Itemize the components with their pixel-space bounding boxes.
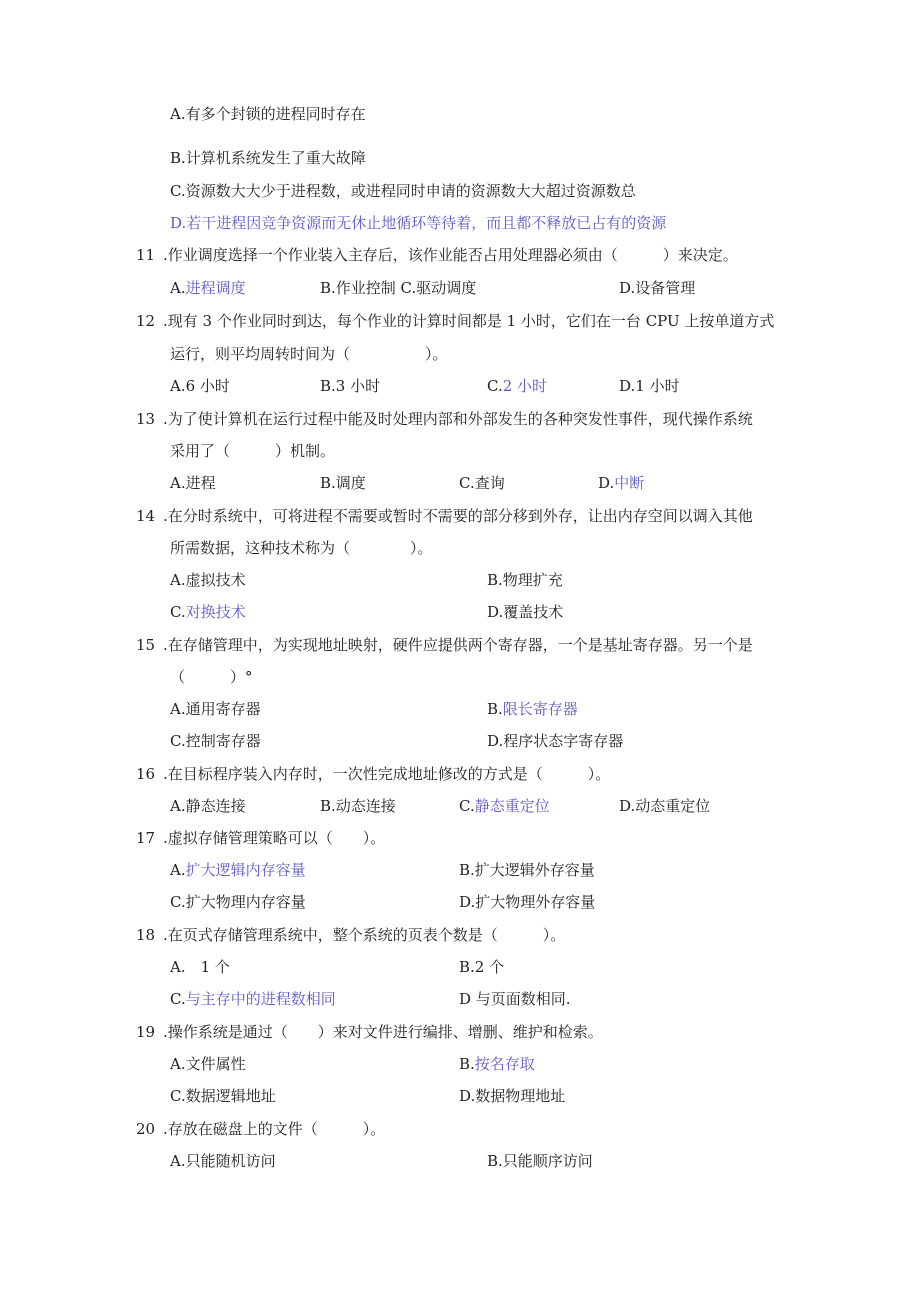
q15-option-a: A.通用寄存器 bbox=[170, 700, 261, 718]
q16-option-d: D.动态重定位 bbox=[619, 797, 711, 815]
q12-option-c bbox=[487, 376, 547, 396]
q15-option-b bbox=[487, 699, 578, 719]
q16-option-a: A.静态连接 bbox=[170, 797, 246, 815]
q16-stem: .在目标程序装入内存时，一次性完成地址修改的方式是（ ）。 bbox=[163, 765, 611, 783]
q13-option-d-prefix: D. bbox=[598, 474, 615, 492]
q14-stem-line2: 所需数据，这种技术称为（ ）。 bbox=[170, 539, 433, 557]
q12-stem-line1: .现有 3 个作业同时到达，每个作业的计算时间都是 1 小时，它们在一台 CPU 上按单道方式 bbox=[163, 312, 775, 330]
q18-option-c-prefix: C. bbox=[170, 990, 186, 1008]
q17-option-d: D.扩大物理外存容量 bbox=[459, 893, 596, 911]
q14-option-d: D.覆盖技术 bbox=[487, 603, 564, 621]
q16-option-c-prefix: C. bbox=[459, 797, 475, 815]
q14-number: 14 bbox=[136, 507, 156, 525]
q20-stem: .存放在磁盘上的文件（ ）。 bbox=[163, 1120, 386, 1138]
q17-answer: 扩大逻辑内存容量 bbox=[185, 861, 306, 879]
q18-option-b: B.2 个 bbox=[459, 958, 505, 976]
q19-option-b-prefix: B. bbox=[459, 1055, 475, 1073]
q18-stem: .在页式存储管理系统中，整个系统的页表个数是（ ）。 bbox=[163, 926, 566, 944]
q18-option-c bbox=[170, 989, 336, 1009]
q20-number: 20 bbox=[136, 1120, 156, 1138]
q12-option-a: A.6 小时 bbox=[170, 377, 230, 395]
q20-option-a: A.只能随机访问 bbox=[170, 1152, 276, 1170]
q13-number: 13 bbox=[136, 410, 156, 428]
q13-option-c: C.查询 bbox=[459, 474, 505, 492]
q17-number: 17 bbox=[136, 829, 156, 847]
q14-option-b: B.物理扩充 bbox=[487, 571, 563, 589]
q15-answer: 限长寄存器 bbox=[502, 700, 578, 718]
q16-number: 16 bbox=[136, 765, 156, 783]
q11-option-bc: B.作业控制 C.驱动调度 bbox=[320, 279, 477, 297]
q17-option-a-prefix: A. bbox=[170, 861, 186, 879]
q18-option-a: A. 1 个 bbox=[170, 958, 230, 976]
q12-option-b: B.3 小时 bbox=[320, 377, 381, 395]
q10-answer: 若干进程因竞争资源而无休止地循环等待着，而且都不释放已占有的资源 bbox=[186, 214, 667, 232]
q11-option-d: D.设备管理 bbox=[619, 279, 696, 297]
q14-option-c bbox=[170, 602, 246, 622]
q15-number: 15 bbox=[136, 636, 156, 654]
q20-option-b: B.只能顺序访问 bbox=[487, 1152, 593, 1170]
q12-option-d: D.1 小时 bbox=[619, 377, 680, 395]
q16-answer: 静态重定位 bbox=[474, 797, 550, 815]
q16-option-b: B.动态连接 bbox=[320, 797, 396, 815]
q12-number: 12 bbox=[136, 312, 156, 330]
q15-stem-line1: .在存储管理中，为实现地址映射，硬件应提供两个寄存器，一个是基址寄存器。另一个是 bbox=[163, 636, 753, 654]
q17-stem: .虚拟存储管理策略可以（ ）。 bbox=[163, 829, 386, 847]
q12-answer: 2 小时 bbox=[502, 377, 548, 395]
q18-answer: 与主存中的进程数相同 bbox=[185, 990, 336, 1008]
q17-option-c: C.扩大物理内存容量 bbox=[170, 893, 306, 911]
q10-option-d-prefix: D. bbox=[170, 214, 187, 232]
q10-option-a: A.有多个封锁的进程同时存在 bbox=[170, 105, 366, 123]
q19-option-d: D.数据物理地址 bbox=[459, 1087, 566, 1105]
q19-option-b bbox=[459, 1054, 535, 1074]
q19-option-c: C.数据逻辑地址 bbox=[170, 1087, 276, 1105]
q15-option-c: C.控制寄存器 bbox=[170, 732, 261, 750]
q17-option-a bbox=[170, 860, 306, 880]
q11-stem: .作业调度选择一个作业装入主存后，该作业能否占用处理器必须由（ ）来决定。 bbox=[163, 246, 738, 264]
q13-option-a: A.进程 bbox=[170, 474, 216, 492]
q14-option-c-prefix: C. bbox=[170, 603, 186, 621]
q19-answer: 按名存取 bbox=[474, 1055, 535, 1073]
q15-stem-line2: （ ）° bbox=[170, 668, 253, 686]
q13-option-d bbox=[598, 473, 644, 493]
q15-option-d: D.程序状态字寄存器 bbox=[487, 732, 624, 750]
q14-option-a: A.虚拟技术 bbox=[170, 571, 246, 589]
q13-option-b: B.调度 bbox=[320, 474, 366, 492]
q10-option-c: C.资源数大大少于进程数，或进程同时申请的资源数大大超过资源数总 bbox=[170, 182, 636, 200]
q19-number: 19 bbox=[136, 1023, 156, 1041]
q11-answer: 进程调度 bbox=[185, 279, 246, 297]
q18-option-d: D 与页面数相同. bbox=[459, 990, 571, 1008]
q15-option-b-prefix: B. bbox=[487, 700, 503, 718]
q12-stem-line2: 运行，则平均周转时间为（ ）。 bbox=[170, 345, 448, 363]
q18-number: 18 bbox=[136, 926, 156, 944]
q16-option-c bbox=[459, 796, 550, 816]
q13-stem-line2: 采用了（ ）机制。 bbox=[170, 442, 336, 460]
q11-option-a-prefix: A. bbox=[170, 279, 186, 297]
q13-answer: 中断 bbox=[614, 474, 645, 492]
q13-stem-line1: .为了使计算机在运行过程中能及时处理内部和外部发生的各种突发性事件，现代操作系统 bbox=[163, 410, 753, 428]
q19-option-a: A.文件属性 bbox=[170, 1055, 246, 1073]
q12-option-c-prefix: C. bbox=[487, 377, 503, 395]
q10-option-d bbox=[170, 213, 666, 233]
q10-option-b: B.计算机系统发生了重大故障 bbox=[170, 149, 366, 167]
q11-option-a bbox=[170, 278, 246, 298]
q11-number: 11 bbox=[136, 246, 156, 264]
q14-stem-line1: .在分时系统中，可将进程不需要或暂时不需要的部分移到外存，让出内存空间以调入其他 bbox=[163, 507, 753, 525]
q19-stem: .操作系统是通过（ ）来对文件进行编排、增删、维护和检索。 bbox=[163, 1023, 603, 1041]
q14-answer: 对换技术 bbox=[185, 603, 246, 621]
q17-option-b: B.扩大逻辑外存容量 bbox=[459, 861, 595, 879]
